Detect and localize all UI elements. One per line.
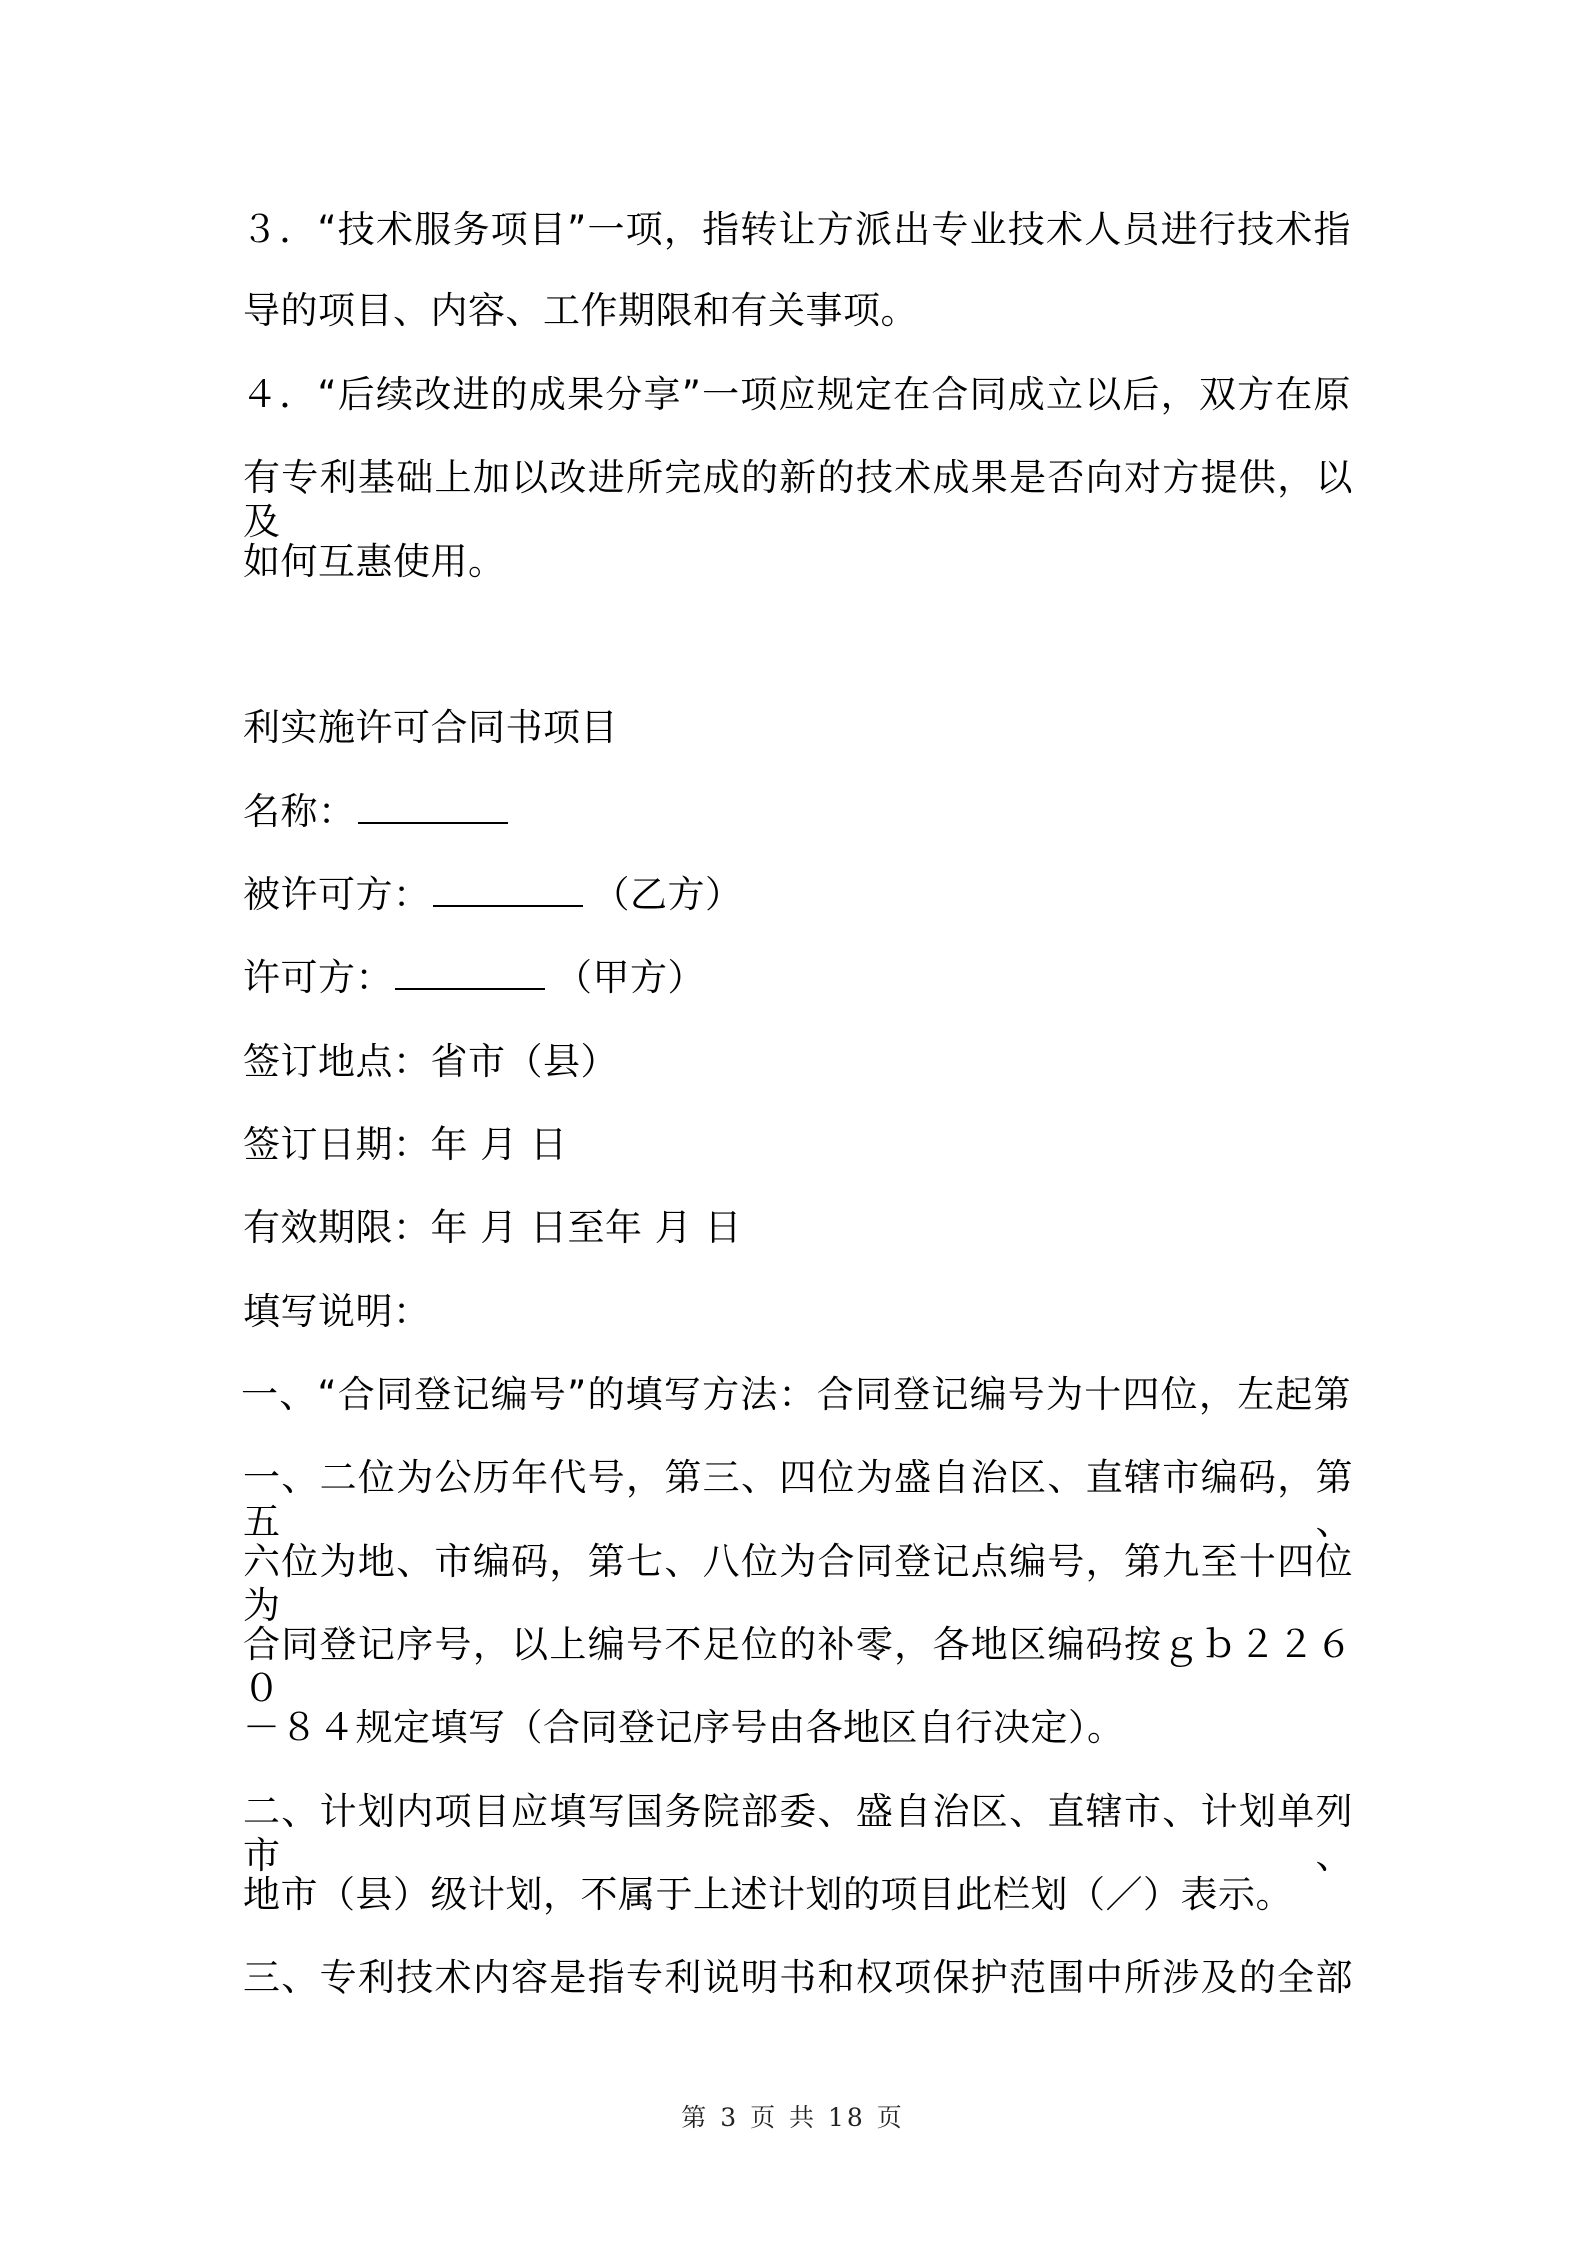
- contract-name-row: [243, 790, 518, 834]
- note-line: －８４规定填写（合同登记序号由各地区自行决定）。: [243, 1706, 1125, 1749]
- signing-date: 签订日期：年 月 日: [243, 1123, 568, 1166]
- licensor-suffix: （甲方）: [555, 956, 705, 999]
- paragraph-line: ３．“技术服务项目”一项，指转让方派出专业技术人员进行技术指: [241, 208, 1351, 251]
- validity-period: 有效期限：年 月 日至年 月 日: [243, 1206, 743, 1249]
- notes-heading: 填写说明：: [243, 1290, 431, 1333]
- licensor-label: 许可方：: [243, 956, 393, 999]
- note-line: 地市（县）级计划，不属于上述计划的项目此栏划（／）表示。: [243, 1873, 1293, 1916]
- paragraph-line: 导的项目、内容、工作期限和有关事项。: [243, 289, 918, 332]
- paragraph-line: 有专利基础上加以改进所完成的新的技术成果是否向对方提供，以及: [243, 456, 1353, 543]
- note-line: 二、计划内项目应填写国务院部委、盛自治区、直辖市、计划单列市、: [243, 1790, 1353, 1877]
- licensee-label: 被许可方：: [243, 873, 431, 916]
- note-line: 合同登记序号，以上编号不足位的补零，各地区编码按ｇｂ２２６０: [243, 1623, 1353, 1710]
- contract-title: 利实施许可合同书项目: [243, 706, 618, 749]
- licensor-blank: [395, 958, 545, 990]
- note-line: 一、二位为公历年代号，第三、四位为盛自治区、直辖市编码，第五、: [243, 1456, 1353, 1543]
- licensor-row: [243, 956, 705, 1000]
- name-blank: [358, 792, 508, 824]
- licensee-blank: [433, 875, 583, 907]
- licensee-row: [243, 873, 743, 917]
- page-number-footer: 第 3 页 共 18 页: [681, 2103, 905, 2132]
- note-line: 一、“合同登记编号”的填写方法：合同登记编号为十四位，左起第: [241, 1373, 1351, 1416]
- paragraph-line: ４．“后续改进的成果分享”一项应规定在合同成立以后，双方在原: [241, 373, 1351, 416]
- name-label: 名称：: [243, 790, 356, 833]
- licensee-suffix: （乙方）: [592, 873, 743, 916]
- note-line: 三、专利技术内容是指专利说明书和权项保护范围中所涉及的全部: [243, 1956, 1353, 1999]
- note-line: 六位为地、市编码，第七、八位为合同登记点编号，第九至十四位为: [243, 1540, 1353, 1627]
- paragraph-line: 如何互惠使用。: [243, 540, 506, 583]
- signing-place: 签订地点：省市（县）: [243, 1040, 618, 1083]
